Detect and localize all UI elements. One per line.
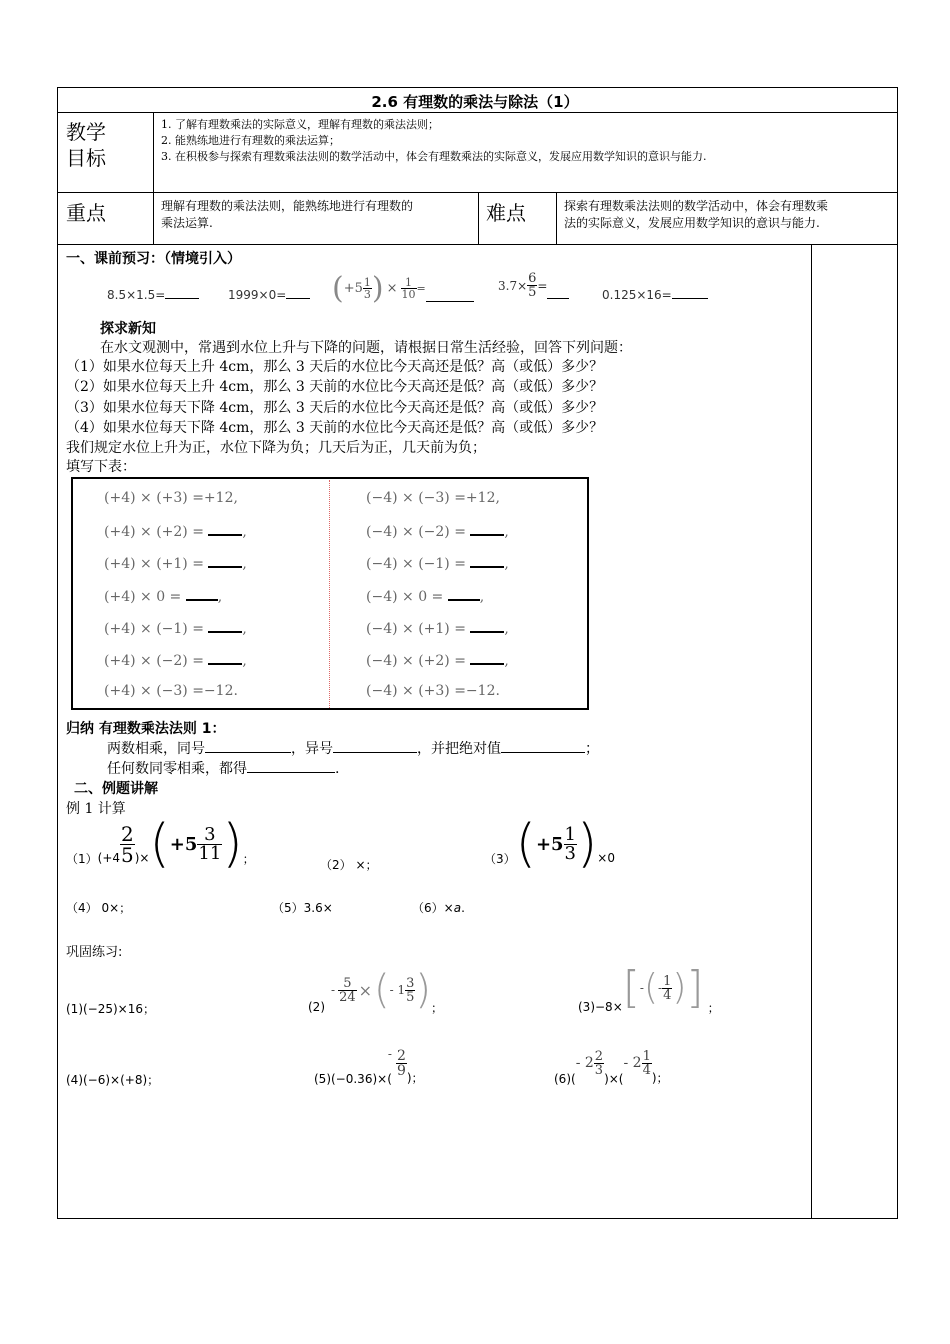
label-col-divider	[153, 112, 154, 244]
blank-same-sign[interactable]	[205, 740, 291, 753]
explore-title: 探求新知	[100, 321, 156, 337]
table-row: (+4) × (−2) = ,	[104, 653, 247, 669]
difficulty-text-1: 探索有理数乘法法则的数学活动中，体会有理数乘	[564, 199, 829, 213]
summary-line-1: 两数相乘，同号 ，异号 ，并把绝对值 ；	[107, 741, 599, 757]
table-row: (−4) × (−3) =+12,	[366, 490, 500, 506]
table-row: (−4) × (−1) = ,	[366, 556, 509, 572]
goal-item-3: 3. 在积极参与探索有理数乘法法则的数学活动中，体会有理数乘法的实际意义，发展应用数学知识的意识与能力.	[161, 150, 707, 163]
answer-blank[interactable]	[470, 619, 504, 633]
focus-text-2: 乘法运算.	[161, 216, 213, 230]
blank-diff-sign[interactable]	[333, 740, 417, 753]
margin-col-divider	[811, 244, 812, 1218]
table-center-divider	[329, 480, 330, 708]
section1-heading: 一、课前预习：（情境引入）	[66, 251, 241, 267]
practice-q4: (4)(−6)×(+8)；	[66, 1073, 160, 1087]
answer-blank[interactable]	[470, 651, 504, 665]
frame-bottom	[57, 1218, 898, 1219]
table-row: (+4) × 0 = ,	[104, 589, 223, 605]
preview-expr-4: 3.7× $\frac{6}{5}$ =	[498, 272, 569, 299]
blank-zero[interactable]	[247, 760, 335, 773]
frame-title-bottom	[57, 112, 898, 113]
answer-blank[interactable]	[448, 587, 480, 601]
focus-divider-2	[556, 192, 557, 244]
table-row: (+4) × (+1) = ,	[104, 556, 247, 572]
question-4: （4）如果水位每天下降 4cm，那么 3 天前的水位比今天高还是低？高（或低）多少？	[66, 420, 604, 436]
goal-item-2: 2. 能熟练地进行有理数的乘法运算；	[161, 134, 340, 147]
example-part-3: （3） ( +5 $\frac{1}{3}$ ) ×0	[484, 814, 615, 874]
summary-title: 归纳 有理数乘法法则 1：	[66, 721, 226, 737]
table-row: (+4) × (+2) = ,	[104, 524, 247, 540]
example-part-1: （1） (+4 $\frac{2}{5}$ )× ( +5 $\frac{3}{11}$ ) ；	[66, 814, 255, 874]
practice-q5: (5)(−0.36)×( - $\frac{2}{9}$ )；	[314, 1047, 424, 1086]
example-part-2: （2） ×；	[320, 858, 378, 872]
example-part-5: （5）3.6×	[272, 901, 333, 915]
table-row: (+4) × (−1) = ,	[104, 621, 247, 637]
answer-blank[interactable]	[470, 554, 504, 568]
goal-item-1: 1. 了解有理数乘法的实际意义，理解有理数的乘法法则；	[161, 118, 439, 131]
answer-blank[interactable]	[208, 554, 242, 568]
table-row: (−4) × (+3) =−12.	[366, 683, 500, 699]
table-row: (−4) × 0 = ,	[366, 589, 485, 605]
focus-text-1: 理解有理数的乘法法则，能熟练地进行有理数的	[161, 199, 414, 213]
preview-expr-5: 0.125×16=	[602, 286, 708, 302]
focus-label: 重点	[66, 201, 106, 225]
frame-left	[57, 87, 58, 1219]
answer-blank[interactable]	[470, 522, 504, 536]
practice-q6: (6)( - 2 $\frac{2}{3}$ )×( - 2 $\frac{1}{4}$ )；	[554, 1048, 669, 1086]
question-2: （2）如果水位每天上升 4cm，那么 3 天前的水位比今天高还是低？高（或低）多少？	[66, 379, 604, 395]
table-row: (−4) × (−2) = ,	[366, 524, 509, 540]
page-title: 2.6 有理数的乘法与除法（1）	[371, 93, 579, 111]
blank-abs-value[interactable]	[501, 740, 585, 753]
explore-intro: 在水文观测中，常遇到水位上升与下降的问题，请根据日常生活经验，回答下列问题：	[100, 340, 632, 356]
practice-q3: (3)−8× [ - ( - $\frac{1}{4}$ ) ] ；	[578, 962, 720, 1015]
section2-heading: 二、例题讲解	[74, 781, 158, 797]
table-row: (−4) × (+1) = ,	[366, 621, 509, 637]
difficulty-label: 难点	[486, 201, 526, 225]
focus-divider-1	[478, 192, 479, 244]
practice-q2: (2) - $\frac{5}{24}$ × ( - 1 $\frac{3}{5}$ ) ；	[308, 967, 444, 1015]
frame-top	[57, 87, 898, 88]
frame-right	[897, 87, 898, 1219]
preview-expr-2: 1999×0=	[228, 286, 310, 302]
practice-q1: (1)(−25)×16；	[66, 1002, 156, 1016]
preview-expr-1: 8.5×1.5=	[107, 286, 199, 302]
question-1: （1）如果水位每天上升 4cm，那么 3 天后的水位比今天高还是低？高（或低）多少？	[66, 359, 604, 375]
example-title: 例 1 计算	[66, 801, 126, 817]
table-row: (+4) × (−3) =−12.	[104, 683, 238, 699]
answer-blank[interactable]	[208, 651, 242, 665]
difficulty-text-2: 法的实际意义，发展应用数学知识的意识与能力.	[564, 216, 820, 230]
table-row: (+4) × (+3) =+12,	[104, 490, 238, 506]
preview-expr-3: ( +5 $\frac{1}{3}$ ) × $\frac{1}{10}$ =	[332, 271, 474, 306]
practice-title: 巩固练习:	[66, 945, 123, 960]
sign-rule-note: 我们规定水位上升为正，水位下降为负；几天后为正，几天前为负；	[66, 440, 486, 456]
answer-blank[interactable]	[208, 619, 242, 633]
example-part-6: （6）×a.	[412, 901, 465, 915]
goals-label-1: 教学	[66, 120, 106, 144]
example-part-4: （4） 0×；	[66, 901, 132, 915]
question-3: （3）如果水位每天下降 4cm，那么 3 天后的水位比今天高还是低？高（或低）多少？	[66, 400, 604, 416]
summary-line-2: 任何数同零相乘，都得 .	[107, 761, 340, 777]
answer-blank[interactable]	[208, 522, 242, 536]
table-row: (−4) × (+2) = ,	[366, 653, 509, 669]
goals-label-2: 目标	[66, 146, 106, 170]
answer-blank[interactable]	[186, 587, 218, 601]
frame-focus-bottom	[57, 244, 898, 245]
fill-table-label: 填写下表：	[66, 459, 136, 475]
